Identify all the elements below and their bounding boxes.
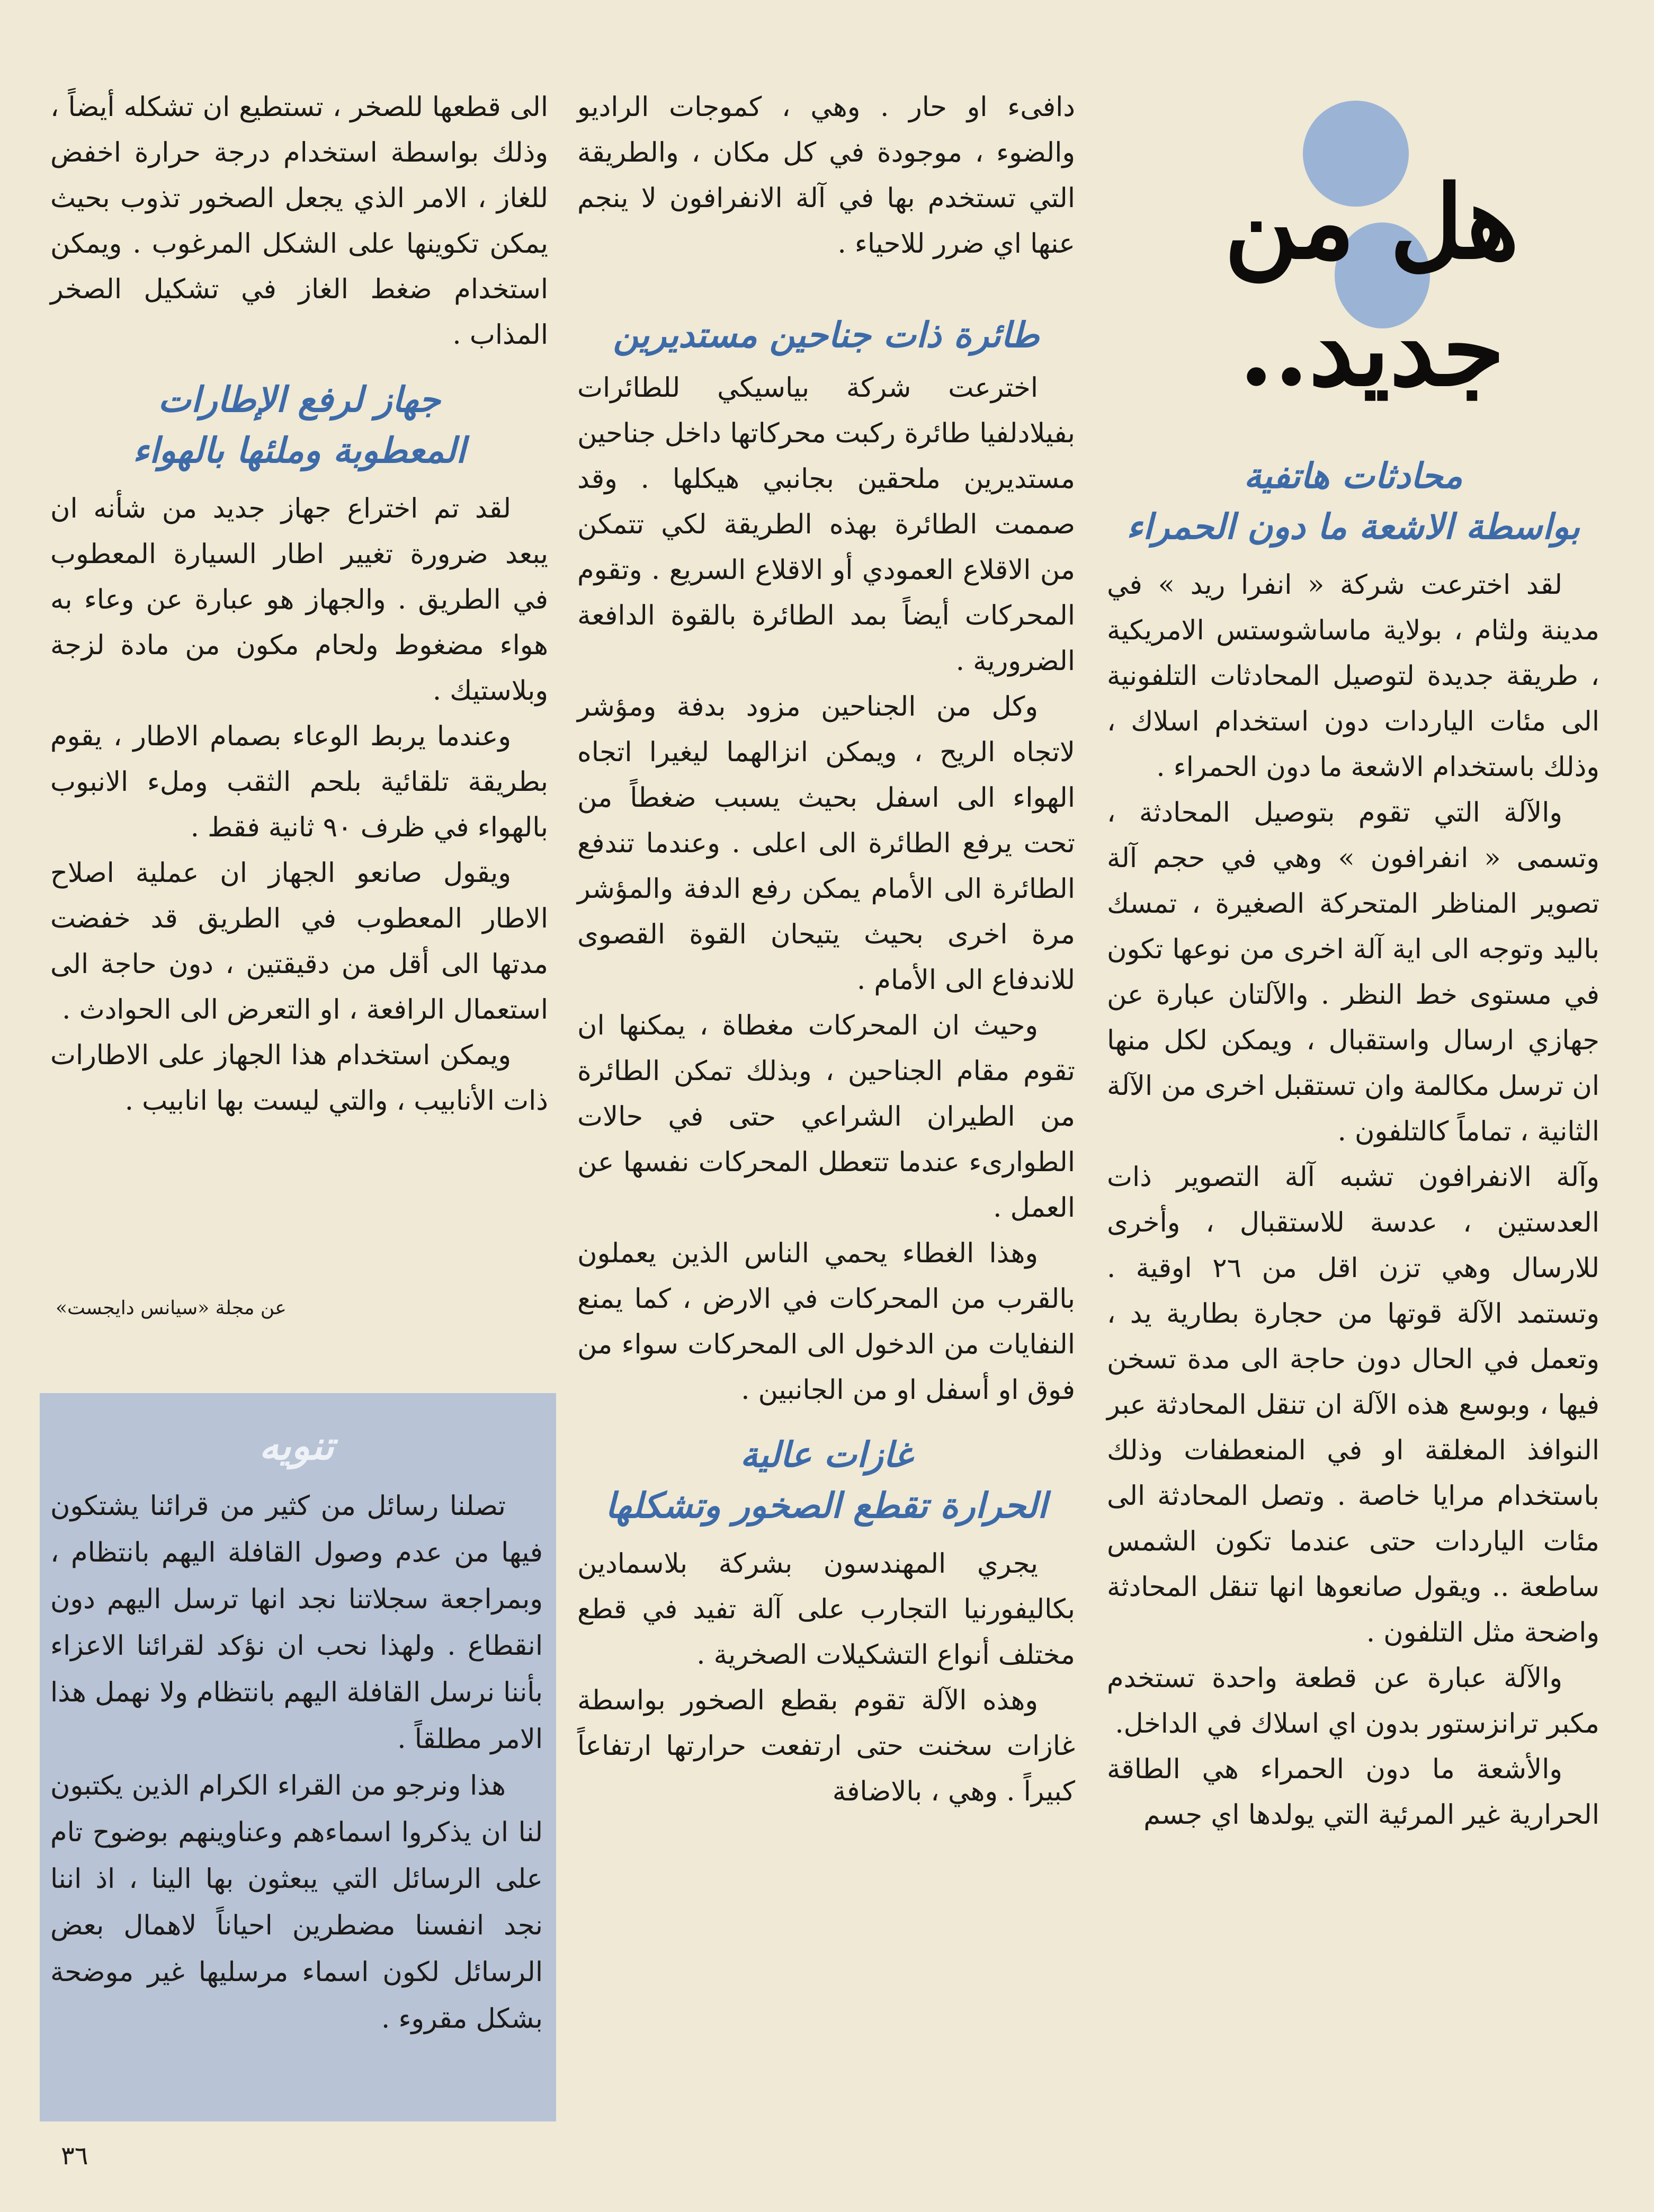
article3-paragraph: وهذه الآلة تقوم بقطع الصخور بواسطة غازات سخنت حتى ارتفعت حرارتها ارتفاعاً كبيراً . وهي ، بالاضافة xyxy=(577,1685,1075,1807)
article2-paragraph: وهذا الغطاء يحمي الناس الذين يعملون بالقرب من المحركات في الارض ، كما يمنع النفايات من الدخول الى المحركات سواء من فوق او أسفل او من الجانبين . xyxy=(577,1238,1075,1406)
article1-heading-line: محادثات هاتفية xyxy=(1244,455,1463,496)
article4-paragraph: ويمكن استخدام هذا الجهاز على الاطارات ذات الأنابيب ، والتي ليست بها انابيب . xyxy=(50,1040,548,1117)
column-middle xyxy=(577,85,1075,1815)
notice-paragraph: هذا ونرجو من القراء الكرام الذين يكتبون لنا ان يذكروا اسماءهم وعناوينهم بوضوح تام على الرسائل التي يبعثون بها الينا ، اذ اننا نجد انفسنا مضطرين احياناً لاهمال بعض الرسائل لكون اسماء مرسليها غير موضحة بشكل مقروء . xyxy=(50,1770,543,2035)
article2-heading xyxy=(577,309,1075,360)
article1-continuation: دافىء او حار . وهي ، كموجات الراديو والضوء ، موجودة في كل مكان ، والطريقة التي تستخدم بها في آلة الانفرافون لا ينجم عنها اي ضرر للاحياء . xyxy=(577,92,1075,260)
article1-paragraph: وآلة الانفرافون تشبه آلة التصوير ذات العدستين ، عدسة للاستقبال ، وأخرى للارسال وهي تزن اقل من ٢٦ اوقية . وتستمد الآلة قوتها من حجارة بطارية يد ، وتعمل في الحال دون حاجة الى مدة تسخن فيها ، وبوسع هذه الآلة ان تنقل المحادثة عبر النوافذ المغلقة او في المنعطفات وذلك باستخدام مرايا خاصة . وتصل المحادثة الى مئات الياردات حتى عندما تكون الشمس ساطعة .. ويقول صانعوها انها تنقل المحادثة واضحة مثل التلفون . xyxy=(1107,1162,1599,1648)
article3-heading-line: الحرارة تقطع الصخور وتشكلها xyxy=(605,1485,1048,1526)
page-number: ٣٦ xyxy=(61,2141,88,2171)
article2-paragraph: وحيث ان المحركات مغطاة ، يمكنها ان تقوم مقام الجناحين ، وبذلك تمكن الطائرة من الطيران الشراعي حتى في حالات الطوارىء عندما تتعطل المحركات نفسها عن العمل . xyxy=(577,1010,1075,1224)
article1-paragraph: والآلة التي تقوم بتوصيل المحادثة ، وتسمى « انفرافون » وهي في حجم آلة تصوير المناظر المتحركة الصغيرة ، تمسك باليد وتوجه الى اية آلة اخرى من نوعها تكون في مستوى خط النظر . والآلتان عبارة عن جهازي ارسال واستقبال ، ويمكن لكل منها ان ترسل مكالمة وان تستقبل اخرى من الآلة الثانية ، تماماً كالتلفون . xyxy=(1107,797,1599,1147)
article3-heading-line: غازات عالية xyxy=(740,1434,913,1475)
article1-paragraph: لقد اخترعت شركة « انفرا ريد » في مدينة ولثام ، بولاية ماساشوستس الامريكية ، طريقة جديدة لتوصيل المحادثات التلفونية الى مئات الياردات دون استخدام اسلاك ، وذلك باستخدام الاشعة ما دون الحمراء . xyxy=(1107,569,1599,783)
article2-paragraph: اخترعت شركة بياسيكي للطائرات بفيلادلفيا طائرة ركبت محركاتها داخل جناحين مستديرين ملحقين بجانبي هيكلها . وقد صممت الطائرة بهذه الطريقة لكي تتمكن من الاقلاع العمودي أو الاقلاع السريع . وتقوم المحركات أيضاً بمد الطائرة بالقوة الدافعة الضرورية . xyxy=(577,372,1075,677)
article2-paragraph: وكل من الجناحين مزود بدفة ومؤشر لاتجاه الريح ، ويمكن انزالهما ليغيرا اتجاه الهواء الى اسفل بحيث يسبب ضغطاً من تحت يرفع الطائرة الى اعلى . وعندما تندفع الطائرة الى الأمام يمكن رفع الدفة والمؤشر مرة اخرى بحيث يتيحان القوة القصوى للاندفاع الى الأمام . xyxy=(577,691,1075,996)
article4-heading-line: المعطوبة وملئها بالهواء xyxy=(132,430,466,471)
notice-content xyxy=(50,1414,543,2042)
notice-title: تنويه xyxy=(259,1423,334,1469)
notice-box xyxy=(40,1393,556,2121)
article4-heading-line: جهاز لرفع الإطارات xyxy=(158,379,441,420)
article1-heading xyxy=(1107,450,1599,552)
masthead-title: هل من جديد.. xyxy=(1224,163,1519,408)
column-left xyxy=(50,85,548,1124)
notice-paragraph: تصلنا رسائل من كثير من قرائنا يشتكون فيها من عدم وصول القافلة اليهم بانتظام ، وبمراجعة سجلاتنا نجد انها ترسل اليهم دون انقطاع . ولهذا نحب ان نؤكد لقرائنا الاعزاء بأننا نرسل القافلة اليهم بانتظام ولا نهمل هذا الامر مطلقاً . xyxy=(50,1491,543,1755)
article3-heading xyxy=(577,1429,1075,1531)
article3-paragraph: يجري المهندسون بشركة بلاسمادين بكاليفورنيا التجارب على آلة تفيد في قطع مختلف أنواع التشكيلات الصخرية . xyxy=(577,1548,1075,1671)
article1-paragraph: والآلة عبارة عن قطعة واحدة تستخدم مكبر ترانزستور بدون اي اسلاك في الداخل. xyxy=(1107,1663,1599,1740)
article2-heading-line: طائرة ذات جناحين مستديرين xyxy=(613,314,1040,355)
article4-paragraph: لقد تم اختراع جهاز جديد من شأنه ان يبعد ضرورة تغيير اطار السيارة المعطوب في الطريق . والجهاز هو عبارة عن وعاء به هواء مضغوط ولحام مكون من مادة لزجة وبلاستيك . xyxy=(50,493,548,707)
article4-paragraph: وعندما يربط الوعاء بصمام الاطار ، يقوم بطريقة تلقائية بلحم الثقب وملء الانبوب بالهواء في ظرف ٩٠ ثانية فقط . xyxy=(50,721,548,843)
article1-paragraph: والأشعة ما دون الحمراء هي الطاقة الحرارية غير المرئية التي يولدها اي جسم xyxy=(1107,1754,1599,1831)
article4-source: عن مجلة «سيانس دايجست» xyxy=(56,1297,287,1319)
masthead xyxy=(1144,79,1599,408)
article3-continuation: الى قطعها للصخر ، تستطيع ان تشكله أيضاً ، وذلك بواسطة استخدام درجة حرارة اخفض للغاز ، الامر الذي يجعل الصخور تذوب بحيث يمكن تكوينها على الشكل المرغوب . ويمكن استخدام ضغط الغاز في تشكيل الصخر المذاب . xyxy=(50,92,548,351)
column-right xyxy=(1107,450,1599,1838)
article4-paragraph: ويقول صانعو الجهاز ان عملية اصلاح الاطار المعطوب في الطريق قد خفضت مدتها الى أقل من دقيقتين ، دون حاجة الى استعمال الرافعة ، او التعرض الى الحوادث . xyxy=(50,858,548,1025)
article1-heading-line: بواسطة الاشعة ما دون الحمراء xyxy=(1126,506,1580,547)
article4-heading xyxy=(50,374,548,476)
